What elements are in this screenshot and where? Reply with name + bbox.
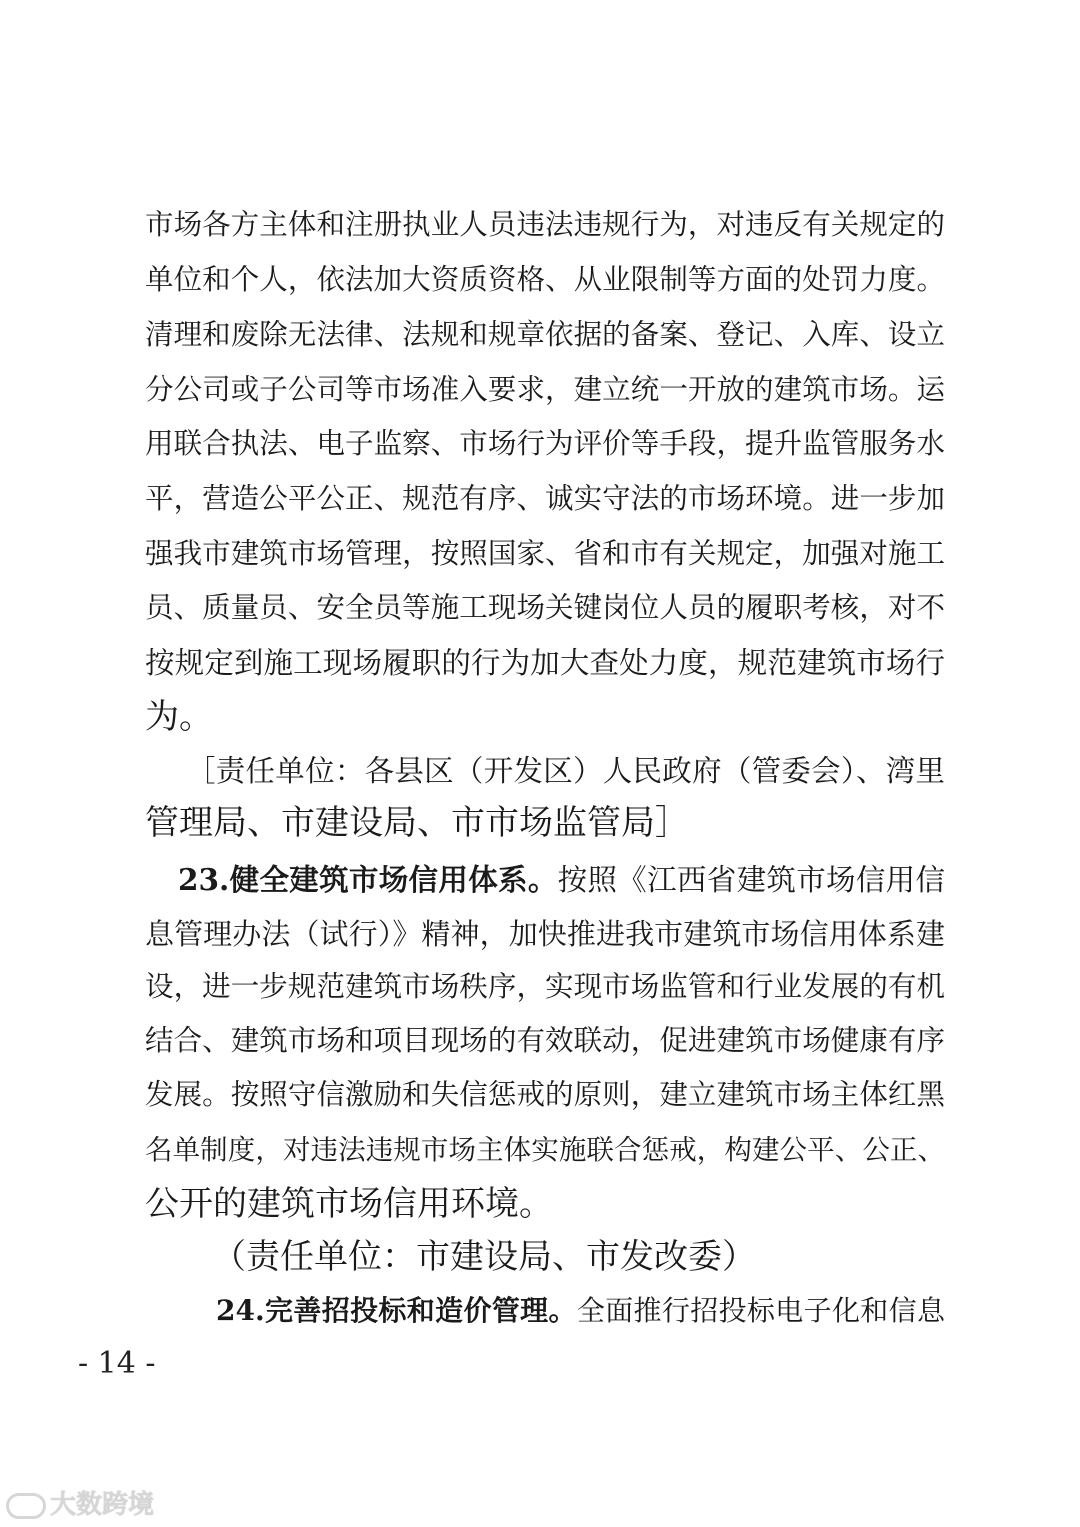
- watermark-logo-icon: [6, 1493, 46, 1519]
- body-line: 平，营造公平公正、规范有序、诚实守法的市场环境。进一步加: [145, 482, 945, 515]
- body-line: 息管理办法（试行）》精神，加快推进我市建筑市场信用体系建: [145, 917, 945, 951]
- body-line: 为。: [145, 697, 213, 737]
- body-line: 单位和个人，依法加大资质资格、从业限制等方面的处罚力度。: [145, 263, 945, 296]
- responsibility-note: 管理局、市建设局、市市场监管局］: [145, 803, 689, 843]
- body-line: 按规定到施工现场履职的行为加大查处力度，规范建筑市场行: [145, 646, 945, 680]
- body-line: 名单制度，对违法违规市场主体实施联合惩戒，构建公平、公正、: [145, 1134, 945, 1166]
- body-line: 市场各方主体和注册执业人员违法违规行为，对违反有关规定的: [145, 208, 945, 241]
- item-23-text: 按照《江西省建筑市场信用信: [557, 863, 945, 897]
- item-23-heading-line: [178, 858, 945, 902]
- item-24-title: 24.完善招投标和造价管理。: [216, 1294, 577, 1327]
- watermark-text: 大数跨境: [50, 1490, 155, 1520]
- watermark: [6, 1484, 154, 1521]
- body-line: 用联合执法、电子监察、市场行为评价等手段，提升监管服务水: [145, 427, 945, 460]
- page-number: - 14 -: [78, 1346, 156, 1381]
- body-line: 设，进一步规范建筑市场秩序，实现市场监管和行业发展的有机: [145, 970, 945, 1003]
- item-24-text: 全面推行招投标电子化和信息: [576, 1294, 945, 1327]
- body-line: 清理和废除无法律、法规和规章依据的备案、登记、入库、设立: [145, 318, 945, 351]
- body-line: 分公司或子公司等市场准入要求，建立统一开放的建筑市场。运: [145, 373, 945, 406]
- body-line: 公开的建筑市场信用环境。: [145, 1184, 553, 1224]
- item-23-title: 23.健全建筑市场信用体系。: [178, 862, 558, 897]
- body-line: 发展。按照守信激励和失信惩戒的原则，建立建筑市场主体红黑: [145, 1078, 945, 1111]
- body-line: 员、质量员、安全员等施工现场关键岗位人员的履职考核，对不: [145, 591, 945, 624]
- body-line: 强我市建筑市场管理，按照国家、省和市有关规定，加强对施工: [145, 537, 945, 570]
- responsibility-note: ［责任单位：各县区（开发区）人民政府（管委会）、湾里: [186, 754, 945, 788]
- body-line: 结合、建筑市场和项目现场的有效联动，促进建筑市场健康有序: [145, 1024, 945, 1057]
- responsibility-note: （责任单位：市建设局、市发改委）: [212, 1237, 756, 1277]
- item-24-heading-line: [216, 1289, 945, 1333]
